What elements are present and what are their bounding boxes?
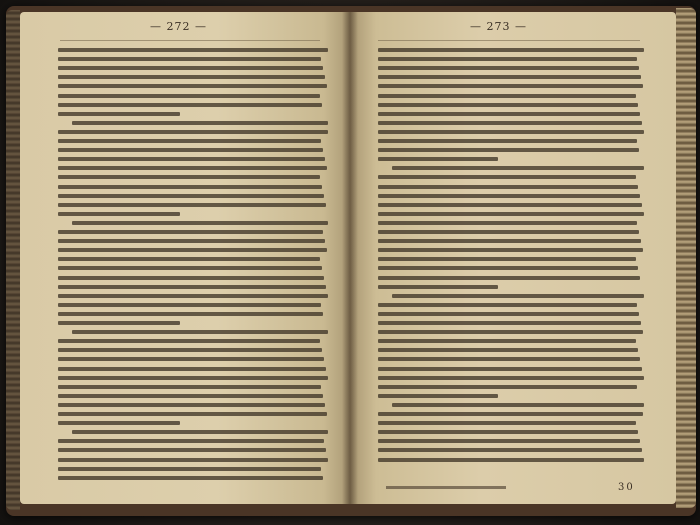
right-page-text-block (378, 48, 644, 468)
right-header-rule (378, 40, 640, 41)
text-line (378, 321, 641, 325)
text-line (378, 421, 636, 425)
text-line (58, 376, 328, 380)
text-line (58, 321, 180, 325)
text-line (58, 285, 326, 289)
left-page-text-block (58, 48, 328, 488)
right-page-edges (676, 8, 696, 508)
text-line (378, 448, 642, 452)
right-page-footer-signature (386, 486, 506, 489)
text-line (378, 57, 637, 61)
book-gutter (342, 12, 358, 504)
text-line (58, 66, 323, 70)
text-line (58, 412, 327, 416)
text-line (58, 175, 320, 179)
text-line (378, 66, 639, 70)
text-line (378, 130, 644, 134)
text-line (378, 357, 640, 361)
text-line (378, 221, 637, 225)
right-page-footer-number: 30 (618, 482, 635, 493)
text-line (58, 348, 322, 352)
text-line (58, 139, 321, 143)
text-line (378, 439, 640, 443)
text-line (378, 394, 498, 398)
text-line (58, 448, 326, 452)
text-line (378, 139, 637, 143)
text-line (378, 175, 636, 179)
text-line (58, 303, 321, 307)
text-line (378, 266, 638, 270)
text-line (378, 276, 640, 280)
text-line (378, 75, 641, 79)
text-line (378, 348, 638, 352)
text-line (58, 230, 323, 234)
text-line (378, 239, 641, 243)
text-line (58, 185, 322, 189)
text-line (58, 248, 327, 252)
text-line (58, 75, 325, 79)
text-line (378, 121, 642, 125)
text-line (58, 467, 321, 471)
text-line (378, 458, 644, 462)
text-line (378, 230, 639, 234)
text-line (58, 476, 323, 480)
text-line (378, 103, 638, 107)
text-line (58, 394, 323, 398)
text-line (378, 312, 639, 316)
text-line (58, 48, 328, 52)
text-line (58, 312, 323, 316)
text-line (58, 385, 321, 389)
text-line (58, 148, 323, 152)
text-line (378, 367, 642, 371)
text-line (392, 294, 644, 298)
text-line (378, 412, 643, 416)
text-line (58, 439, 324, 443)
text-line (378, 257, 636, 261)
text-line (392, 403, 644, 407)
text-line (378, 285, 498, 289)
text-line (58, 367, 326, 371)
text-line (378, 94, 636, 98)
text-line (378, 194, 640, 198)
text-line (58, 84, 327, 88)
text-line (58, 212, 180, 216)
text-line (58, 239, 325, 243)
text-line (58, 103, 322, 107)
text-line (72, 430, 328, 434)
text-line (378, 330, 643, 334)
text-line (72, 221, 328, 225)
text-line (58, 403, 325, 407)
text-line (72, 330, 328, 334)
text-line (58, 339, 320, 343)
text-line (72, 121, 328, 125)
text-line (378, 339, 636, 343)
text-line (58, 421, 180, 425)
text-line (378, 112, 640, 116)
text-line (58, 94, 320, 98)
text-line (58, 276, 324, 280)
text-line (58, 458, 328, 462)
text-line (58, 157, 325, 161)
text-line (378, 84, 643, 88)
text-line (58, 357, 324, 361)
text-line (378, 212, 644, 216)
text-line (58, 166, 327, 170)
text-line (58, 194, 324, 198)
text-line (58, 294, 328, 298)
left-header-rule (60, 40, 320, 41)
text-line (378, 203, 642, 207)
text-line (58, 203, 326, 207)
text-line (58, 257, 320, 261)
text-line (378, 248, 643, 252)
text-line (378, 385, 637, 389)
text-line (378, 430, 638, 434)
text-line (378, 185, 638, 189)
text-line (392, 166, 644, 170)
text-line (378, 148, 639, 152)
left-page-number: — 272 — (150, 20, 207, 33)
text-line (378, 48, 644, 52)
text-line (58, 266, 322, 270)
text-line (378, 303, 637, 307)
text-line (378, 376, 644, 380)
right-page-number: — 273 — (470, 20, 527, 33)
text-line (378, 157, 498, 161)
text-line (58, 130, 328, 134)
left-page-edges (6, 10, 20, 510)
text-line (58, 112, 180, 116)
text-line (58, 57, 321, 61)
